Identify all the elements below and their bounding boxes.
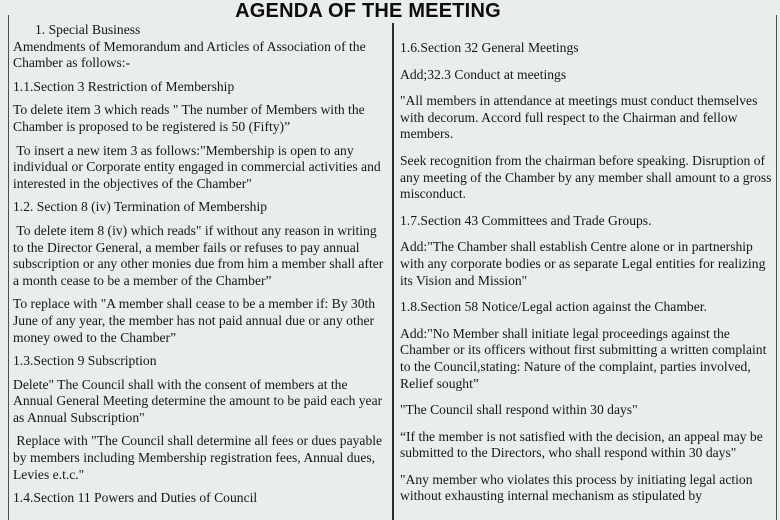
paragraph: Add;32.3 Conduct at meetings xyxy=(400,66,567,82)
page-title: AGENDA OF THE MEETING xyxy=(235,0,501,22)
paragraph: 1.8.Section 58 Notice/Legal action against the Chamber. xyxy=(400,299,707,315)
paragraph: Seek recognition from the chairman before speaking. Disruption of any meeting of the Chamber by any member shall amount to a gross misconduct. xyxy=(400,152,775,202)
paragraph: “If the member is not satisfied with the decision, an appeal may be submitted to the Directors, who shall respond within 30 days" xyxy=(400,428,767,461)
paragraph: "All members in attendance at meetings must conduct themselves with decorum. Accord full respect to the Chairman and fellow members. xyxy=(400,93,761,142)
paragraph: Amendments of Memorandum and Articles of Association of the Chamber as follows:- xyxy=(13,38,370,71)
paragraph: 1.6.Section 32 General Meetings xyxy=(400,40,579,55)
page-border-left xyxy=(8,15,9,520)
paragraph: 1.2. Section 8 (iv) Termination of Membership xyxy=(13,199,268,215)
paragraph: "The Council shall respond within 30 days" xyxy=(400,402,638,418)
paragraph: 1. Special Business xyxy=(35,22,141,37)
paragraph: Replace with "The Council shall determine all fees or dues payable by members including Membership registration fees, Annual dues, Levies e.t.c." xyxy=(13,433,386,482)
paragraph: 1.3.Section 9 Subscription xyxy=(13,353,157,369)
paragraph: To delete item 3 which reads " The number of Members with the Chamber is proposed to be registered is 50 (Fifty)” xyxy=(13,102,369,134)
paragraph: Add:"No Member shall initiate legal proceedings against the Chamber or its officers without first submitting a written complaint to the Council,stating: Nature of the complaint, parties involved, Relief sought” xyxy=(400,325,770,391)
paragraph: To delete item 8 (iv) which reads" if without any reason in writing to the Director General, a member fails or refuses to pay annual subscription or any other monies due from him a member shall after a month cease to be a member of the Chamber” xyxy=(13,222,387,288)
right-column xyxy=(400,40,775,515)
paragraph: To insert a new item 3 as follows:"Membership is open to any individual or Corporate entity engaged in commercial activities and interested in the objectives of the Chamber" xyxy=(13,142,385,191)
left-column xyxy=(13,22,388,514)
page-border-right xyxy=(776,15,777,520)
paragraph: "Any member who violates this process by initiating legal action without exhausting internal mechanism as stipulated by xyxy=(400,471,756,504)
paragraph: 1.4.Section 11 Powers and Duties of Council xyxy=(13,490,258,506)
paragraph: To replace with "A member shall cease to be a member if: By 30th June of any year, the member has not paid annual due or any other money owed to the Chamber” xyxy=(13,296,379,345)
paragraph: Add:"The Chamber shall establish Centre alone or in partnership with any corporate bodies or as separate Legal entities for realizing its Vision and Mission" xyxy=(400,239,769,288)
paragraph: Delete" The Council shall with the consent of members at the Annual General Meeting determine the amount to be paid each year as Annual Subscription" xyxy=(13,376,386,425)
column-divider xyxy=(392,23,394,520)
paragraph: 1.1.Section 3 Restriction of Membership xyxy=(13,78,235,94)
paragraph: 1.7.Section 43 Committees and Trade Groups. xyxy=(400,212,652,228)
